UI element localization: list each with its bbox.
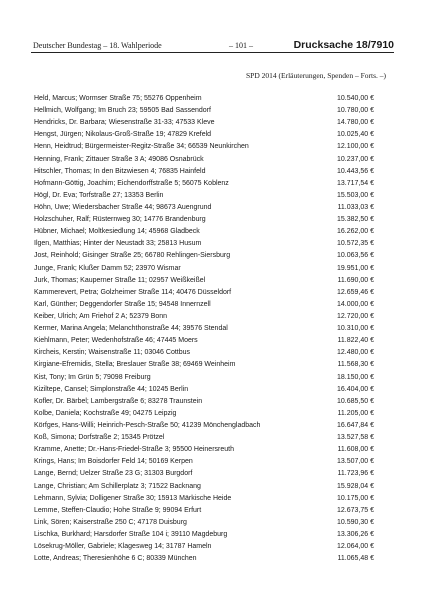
donor-name-address: Ilgen, Matthias; Hinter der Neustadt 33; 25813 Husum bbox=[34, 240, 202, 248]
list-item bbox=[34, 553, 374, 565]
donor-name-address: Kist, Tony; Im Grün 5; 79098 Freiburg bbox=[34, 373, 151, 381]
donation-amount: 13.507,00 € bbox=[337, 458, 374, 466]
donation-amount: 16.404,00 € bbox=[337, 385, 374, 393]
list-item bbox=[34, 541, 374, 553]
donation-amount: 13.527,58 € bbox=[337, 434, 374, 442]
list-item bbox=[34, 226, 374, 238]
donation-amount: 15.928,04 € bbox=[337, 482, 374, 490]
donation-amount: 12.673,75 € bbox=[337, 506, 374, 514]
donation-amount: 14.000,00 € bbox=[337, 300, 374, 308]
list-item bbox=[34, 299, 374, 311]
donor-name-address: Höhn, Uwe; Wiedersbacher Straße 44; 98673 Auengrund bbox=[34, 203, 212, 211]
section-title: SPD 2014 (Erläuterungen, Spenden – Forts. –) bbox=[246, 71, 386, 80]
donor-name-address: Lange, Bernd; Uelzer Straße 23 G; 31303 Burgdorf bbox=[34, 470, 193, 478]
donation-amount: 10.590,30 € bbox=[337, 518, 374, 526]
donor-name-address: Kirgiane-Efremidis, Stella; Breslauer Straße 38; 69469 Weinheim bbox=[34, 361, 236, 369]
donor-name-address: Krings, Hans; Im Boisdorfer Feld 14; 50169 Kerpen bbox=[34, 458, 193, 466]
donor-name-address: Hellmich, Wolfgang; Im Bruch 23; 59505 Bad Sassendorf bbox=[34, 107, 211, 115]
donation-amount: 11.568,30 € bbox=[337, 361, 374, 369]
list-item bbox=[34, 238, 374, 250]
list-item bbox=[34, 384, 374, 396]
list-item bbox=[34, 408, 374, 420]
donation-amount: 13.717,54 € bbox=[337, 179, 374, 187]
publication-name: Deutscher Bundestag – 18. Wahlperiode bbox=[33, 41, 162, 50]
list-item bbox=[34, 347, 374, 359]
donor-name-address: Kermer, Marina Angela; Melanchthonstraße 44; 39576 Stendal bbox=[34, 325, 228, 333]
list-item bbox=[34, 129, 374, 141]
donation-amount: 10.443,56 € bbox=[337, 167, 374, 175]
donation-amount: 13.306,26 € bbox=[337, 530, 374, 538]
donor-name-address: Kammerevert, Petra; Golzheimer Straße 114; 40476 Düsseldorf bbox=[34, 288, 232, 296]
list-item bbox=[34, 456, 374, 468]
list-item bbox=[34, 323, 374, 335]
donation-amount: 10.063,56 € bbox=[337, 252, 374, 260]
list-item bbox=[34, 154, 374, 166]
donation-amount: 16.262,00 € bbox=[337, 228, 374, 236]
donation-amount: 10.540,00 € bbox=[337, 95, 374, 102]
donor-name-address: Karl, Günther; Deggendorfer Straße 15; 94548 Innernzell bbox=[34, 300, 211, 308]
list-item bbox=[34, 493, 374, 505]
list-item bbox=[34, 105, 374, 117]
list-item bbox=[34, 517, 374, 529]
donor-name-address: Kircheis, Kerstin; Waisenstraße 11; 03046 Cottbus bbox=[34, 349, 191, 357]
donation-amount: 11.822,40 € bbox=[337, 337, 374, 345]
donation-amount: 10.685,50 € bbox=[337, 397, 374, 405]
donor-name-address: Hübner, Michael; Moltkesiedlung 14; 45968 Gladbeck bbox=[34, 228, 200, 236]
donor-name-address: Junge, Frank; Klußer Damm 52; 23970 Wismar bbox=[34, 264, 181, 272]
donation-amount: 10.780,00 € bbox=[337, 107, 374, 115]
donation-amount: 12.100,00 € bbox=[337, 143, 374, 151]
donation-amount: 11.690,00 € bbox=[337, 276, 374, 284]
donor-name-address: Lösekrug-Möller, Gabriele; Klagesweg 14; 31787 Hameln bbox=[34, 543, 212, 551]
donation-amount: 11.205,00 € bbox=[337, 409, 374, 417]
list-item bbox=[34, 166, 374, 178]
list-item bbox=[34, 214, 374, 226]
donor-name-address: Hitschler, Thomas; In den Bitzwiesen 4; 76835 Hainfeld bbox=[34, 167, 206, 175]
donor-name-address: Kolbe, Daniela; Kochstraße 49; 04275 Leipzig bbox=[34, 409, 177, 417]
list-item bbox=[34, 420, 374, 432]
document-id: 7910 bbox=[370, 39, 394, 51]
donation-amount: 10.237,00 € bbox=[337, 155, 374, 163]
donation-amount: 10.175,00 € bbox=[337, 494, 374, 502]
donor-name-address: Lemme, Steffen-Claudio; Hohe Straße 9; 99094 Erfurt bbox=[34, 506, 202, 514]
donation-amount: 10.572,35 € bbox=[337, 240, 374, 248]
list-item bbox=[34, 529, 374, 541]
donor-name-address: Link, Sören; Kaiserstraße 250 C; 47178 Duisburg bbox=[34, 518, 187, 526]
donor-name-address: Holzschuher, Ralf; Rüsternweg 30; 14776 Brandenburg bbox=[34, 216, 206, 224]
donation-amount: 11.033,03 € bbox=[337, 203, 374, 211]
donor-name-address: Held, Marcus; Wormser Straße 75; 55276 Oppenheim bbox=[34, 95, 202, 102]
list-item bbox=[34, 275, 374, 287]
donor-name-address: Kiziltepe, Cansel; Simplonstraße 44; 10245 Berlin bbox=[34, 385, 189, 393]
list-item bbox=[34, 178, 374, 190]
donor-name-address: Lotte, Andreas; Theresienhöhe 6 C; 80339 München bbox=[34, 555, 197, 563]
list-item bbox=[34, 311, 374, 323]
donor-name-address: Kiehlmann, Peter; Wedenhofstraße 46; 47445 Moers bbox=[34, 337, 198, 345]
donation-amount: 12.720,00 € bbox=[337, 312, 374, 320]
list-item bbox=[34, 481, 374, 493]
document-number bbox=[294, 39, 394, 51]
donor-name-address: Jost, Reinhold; Gisinger Straße 25; 66780 Rehlingen-Siersburg bbox=[34, 252, 231, 260]
donation-amount: 15.382,50 € bbox=[337, 216, 374, 224]
list-item bbox=[34, 444, 374, 456]
list-item bbox=[34, 93, 374, 105]
list-item bbox=[34, 468, 374, 480]
donor-name-address: Hengst, Jürgen; Nikolaus-Groß-Straße 19; 47829 Krefeld bbox=[34, 131, 212, 139]
list-item bbox=[34, 396, 374, 408]
list-item bbox=[34, 190, 374, 202]
donation-amount: 14.780,00 € bbox=[337, 119, 374, 127]
donation-amount: 11.723,96 € bbox=[337, 470, 374, 478]
list-item bbox=[34, 250, 374, 262]
donation-amount: 16.647,84 € bbox=[337, 421, 374, 429]
donor-name-address: Högl, Dr. Eva; Torfstraße 27; 13353 Berlin bbox=[34, 191, 164, 199]
list-item bbox=[34, 359, 374, 371]
page-header bbox=[31, 40, 394, 53]
donation-amount: 12.064,00 € bbox=[337, 543, 374, 551]
donor-name-address: Koß, Simona; Dorfstraße 2; 15345 Prötzel bbox=[34, 434, 165, 442]
list-item bbox=[34, 117, 374, 129]
list-item bbox=[34, 432, 374, 444]
list-item bbox=[34, 287, 374, 299]
donation-amount: 11.608,00 € bbox=[337, 446, 374, 454]
donation-amount: 10.310,00 € bbox=[337, 325, 374, 333]
donor-name-address: Kramme, Anette; Dr.-Hans-Friedel-Straße 3; 95500 Heinersreuth bbox=[34, 446, 234, 454]
donor-name-address: Keiber, Ulrich; Am Friehof 2 A; 52379 Bonn bbox=[34, 312, 168, 320]
donor-name-address: Jurk, Thomas; Kauperner Straße 11; 02957 Weißkeißel bbox=[34, 276, 206, 284]
list-item bbox=[34, 372, 374, 384]
list-item bbox=[34, 263, 374, 275]
donation-amount: 19.951,00 € bbox=[337, 264, 374, 272]
donor-name-address: Hofmann-Göttig, Joachim; Eichendorffstraße 5; 56075 Koblenz bbox=[34, 179, 229, 187]
document-label: Drucksache 18/ bbox=[293, 39, 371, 51]
donation-amount: 12.480,00 € bbox=[337, 349, 374, 357]
donor-name-address: Körfges, Hans-Willi; Heinrich-Pesch-Straße 50; 41239 Mönchengladbach bbox=[34, 421, 261, 429]
list-item bbox=[34, 335, 374, 347]
donor-name-address: Henning, Frank; Zittauer Straße 3 A; 49086 Osnabrück bbox=[34, 155, 204, 163]
list-item bbox=[34, 202, 374, 214]
donor-name-address: Hendricks, Dr. Barbara; Wiesenstraße 31-33; 47533 Kleve bbox=[34, 119, 215, 127]
donor-name-address: Lischka, Burkhard; Harsdorfer Straße 104 i; 39110 Magdeburg bbox=[34, 530, 228, 538]
donation-list bbox=[34, 93, 374, 565]
donor-name-address: Lange, Christian; Am Schillerplatz 3; 71522 Backnang bbox=[34, 482, 201, 490]
donation-amount: 12.659,46 € bbox=[337, 288, 374, 296]
donor-name-address: Henn, Heidtrud; Bürgermeister-Regitz-Straße 34; 66539 Neunkirchen bbox=[34, 143, 249, 151]
donation-amount: 18.150,00 € bbox=[337, 373, 374, 381]
donation-amount: 10.025,40 € bbox=[337, 131, 374, 139]
donation-amount: 15.503,00 € bbox=[337, 191, 374, 199]
list-item bbox=[34, 141, 374, 153]
donation-amount: 11.065,48 € bbox=[337, 555, 374, 563]
page-number: – 101 – bbox=[229, 41, 253, 50]
list-item bbox=[34, 505, 374, 517]
donor-name-address: Lehmann, Sylvia; Dolligener Straße 30; 15913 Märkische Heide bbox=[34, 494, 232, 502]
donor-name-address: Kofler, Dr. Bärbel; Lambergstraße 6; 83278 Traunstein bbox=[34, 397, 203, 405]
